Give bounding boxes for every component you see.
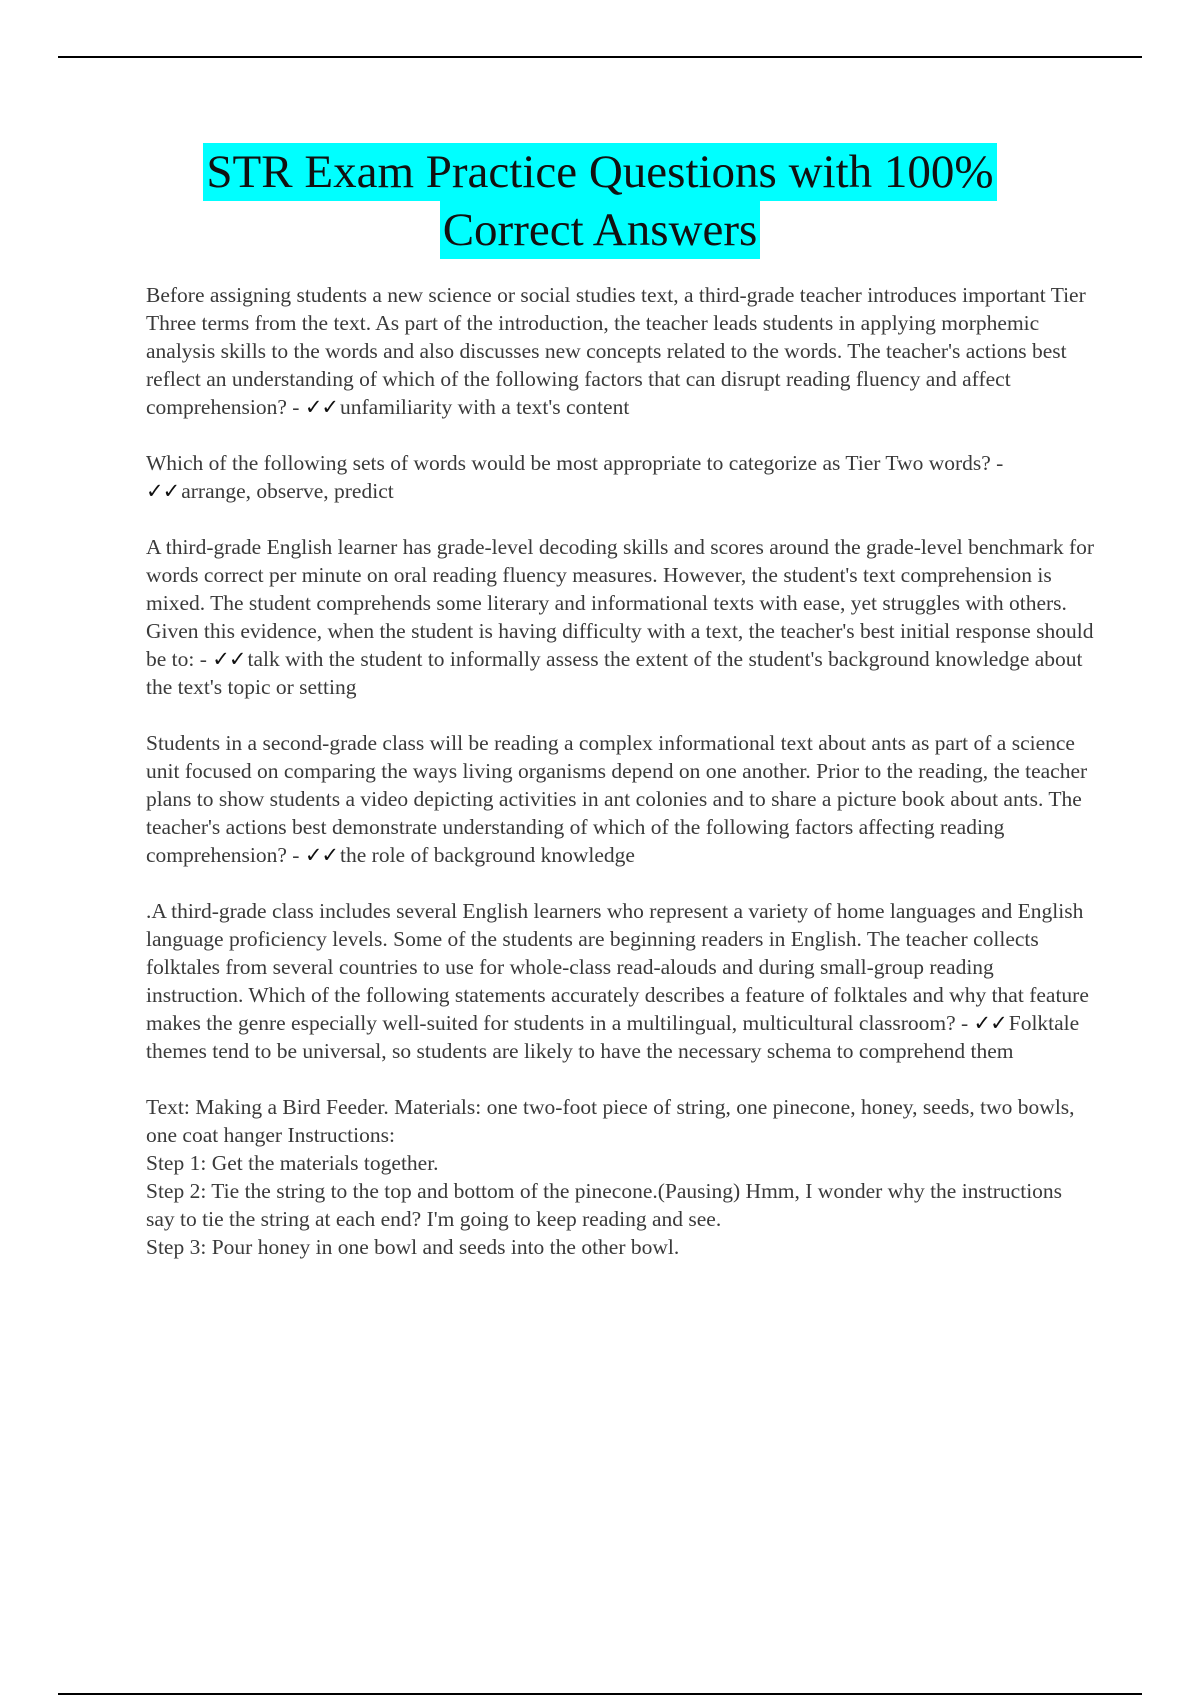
title-line-1: STR Exam Practice Questions with 100% [203, 143, 996, 201]
question-text: .A third-grade class includes several English learners who represent a variety of home languages and English language proficiency levels. Some of the students are beginning readers in English. The teacher collects folktales from several countries to use for whole-class read-alouds and during small-group reading instruction. Which of the following statements accurately describes a feature of folktales and why that feature makes the genre especially well-suited for students in a multilingual, multicultural classroom? - [146, 899, 1089, 1035]
answer-text: unfamiliarity with a text's content [340, 395, 630, 419]
qa-item-5 [146, 897, 1096, 1065]
title-line-2: Correct Answers [440, 201, 761, 259]
qa-item-1 [146, 281, 1096, 421]
question-text: Before assigning students a new science or social studies text, a third-grade teacher introduces important Tier Three terms from the text. As part of the introduction, the teacher leads students in applying morphemic analysis skills to the words and also discusses new concepts related to the words. The teacher's actions best reflect an understanding of which of the following factors that can disrupt reading fluency and affect comprehension? - [146, 283, 1086, 419]
answer-text: arrange, observe, predict [181, 479, 394, 503]
answer-text: Folktale themes tend to be universal, so students are likely to have the necessary schema to comprehend them [146, 1011, 1080, 1063]
bottom-rule [58, 1693, 1142, 1695]
double-check-icon: ✓✓ [973, 1011, 1007, 1035]
step-1: Step 1: Get the materials together. [146, 1151, 439, 1175]
document-title [0, 143, 1200, 259]
document-body [146, 281, 1096, 1289]
top-rule [58, 56, 1142, 58]
qa-item-4 [146, 729, 1096, 869]
double-check-icon: ✓✓ [146, 479, 180, 503]
qa-item-2 [146, 449, 1096, 505]
double-check-icon: ✓✓ [212, 647, 246, 671]
question-text: A third-grade English learner has grade-level decoding skills and scores around the grade-level benchmark for words correct per minute on oral reading fluency measures. However, the student's text comprehension is mixed. The student comprehends some literary and informational texts with ease, yet struggles with others. Given this evidence, when the student is having difficulty with a text, the teacher's best initial response should be to: - [146, 535, 1095, 671]
question-text: Which of the following sets of words would be most appropriate to categorize as Tier Two words? - [146, 451, 1004, 475]
answer-text: talk with the student to informally assess the extent of the student's background knowledge about the text's topic or setting [146, 647, 1083, 699]
qa-item-3 [146, 533, 1096, 701]
step-2: Step 2: Tie the string to the top and bottom of the pinecone.(Pausing) Hmm, I wonder why the instructions say to tie the string at each end? I'm going to keep reading and see. [146, 1179, 1063, 1231]
step-3: Step 3: Pour honey in one bowl and seeds into the other bowl. [146, 1235, 680, 1259]
qa-item-6 [146, 1093, 1096, 1261]
double-check-icon: ✓✓ [304, 843, 339, 867]
question-text: Students in a second-grade class will be reading a complex informational text about ants as part of a science unit focused on comparing the ways living organisms depend on one another. Prior to the reading, the teacher plans to show students a video depicting activities in ant colonies and to share a picture book about ants. The teacher's actions best demonstrate understanding of which of the following factors affecting reading comprehension? - [146, 731, 1088, 867]
bird-feeder-intro: Text: Making a Bird Feeder. Materials: one two-foot piece of string, one pinecone, honey, seeds, two bowls, one coat hanger Instructions: [146, 1095, 1075, 1147]
answer-text: the role of background knowledge [340, 843, 635, 867]
double-check-icon: ✓✓ [304, 395, 339, 419]
